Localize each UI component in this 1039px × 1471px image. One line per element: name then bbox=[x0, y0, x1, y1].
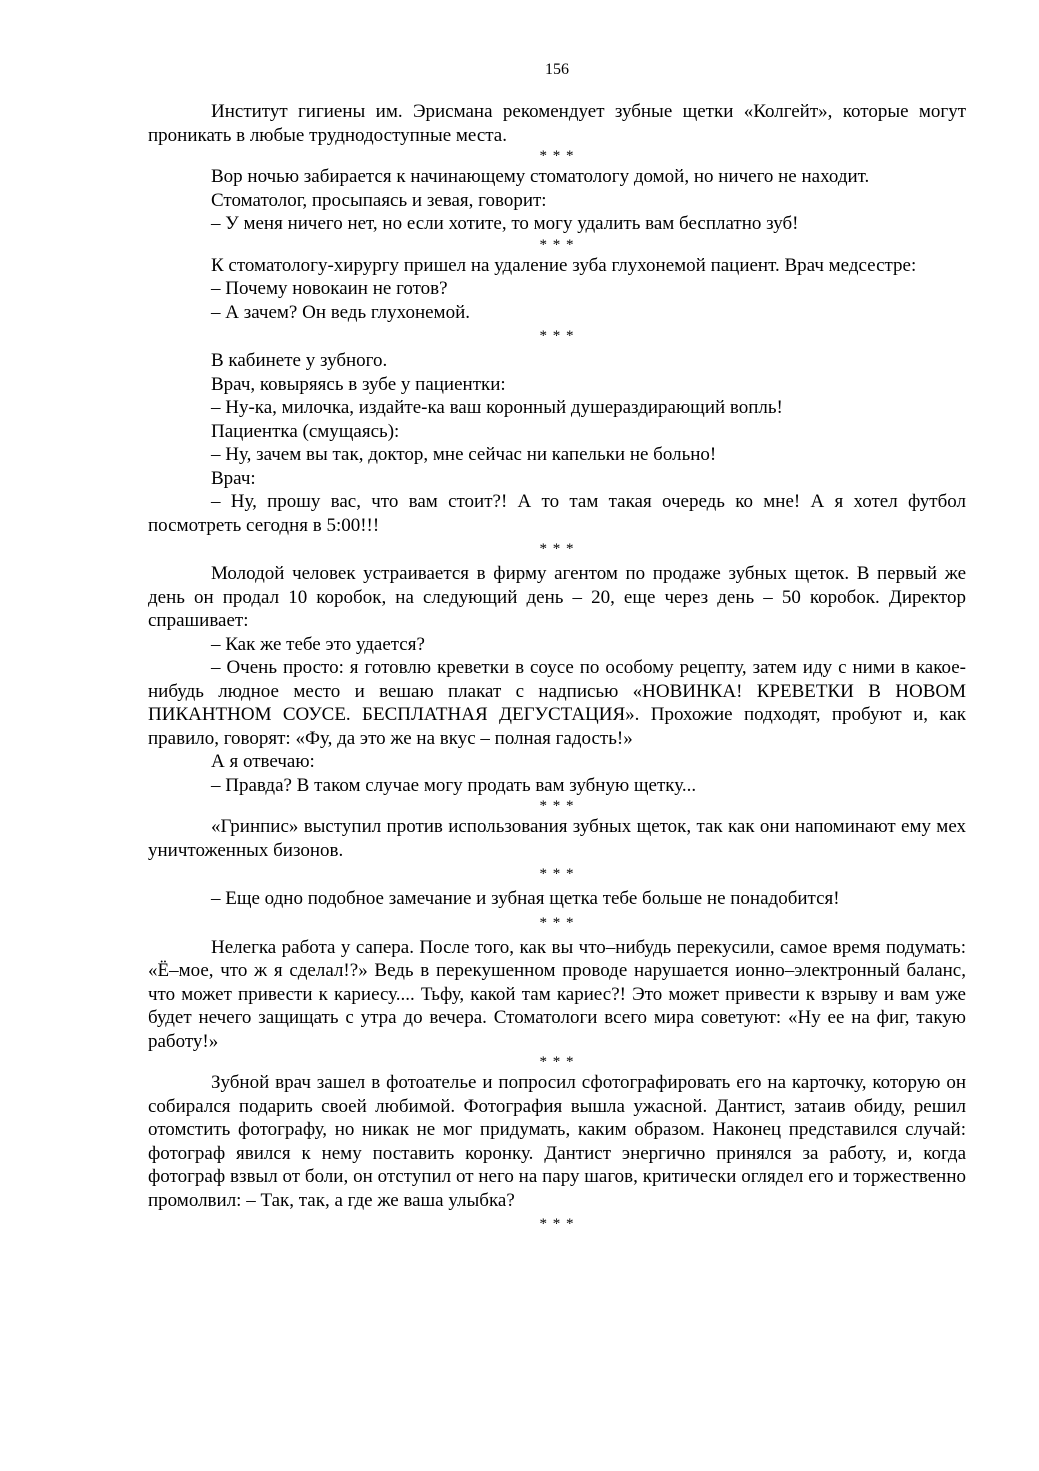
joke-paragraph: – Очень просто: я готовлю креветки в соусе по особому рецепту, затем иду с ними в какое-нибудь людное место и вешаю плакат с надписью «НОВИНКА! КРЕВЕТКИ В НОВОМ ПИКАНТНОМ СОУСЕ. БЕСПЛАТНАЯ ДЕГУСТАЦИЯ». Прохожие подходят, пробуют и, как правило, говорят: «Фу, да это же на вкус – полная гадость!» bbox=[148, 657, 966, 749]
joke-line: – Как же тебе это удается? bbox=[211, 633, 425, 655]
joke-paragraph: Зубной врач зашел в фотоателье и попросил сфотографировать его на карточку, которую он собирался подарить своей любимой. Фотография вышла ужасной. Дантист, затаив обиду, решил отомстить фотографу, но никак не мог придумать, каким образом. Наконец представился случай: фотограф явился к нему поставить коронку. Дантист энергично принялся за работу, и, когда фотограф взвыл от боли, он отступил от него на пару шагов, критически оглядел его и торжественно промолвил: – Так, так, а где же ваша улыбка? bbox=[148, 1072, 966, 1211]
joke-paragraph: Молодой человек устраивается в фирму агентом по продаже зубных щеток. В первый же день он продал 10 коробок, на следующий день – 20, еще через день – 50 коробок. Директор спрашивает: bbox=[148, 563, 966, 631]
joke-line: – Правда? В таком случае могу продать вам зубную щетку... bbox=[211, 774, 697, 796]
joke-block bbox=[148, 936, 966, 1054]
joke-paragraph: «Гринпис» выступил против использования зубных щеток, так как они напоминают ему мех уничтоженных бизонов. bbox=[148, 816, 966, 861]
joke-line: – А зачем? Он ведь глухонемой. bbox=[211, 301, 470, 323]
joke-block bbox=[148, 349, 966, 537]
joke-line: – Ну, зачем вы так, доктор, мне сейчас ни капельки не больно! bbox=[211, 444, 717, 465]
joke-line: Вор ночью забирается к начинающему стоматологу домой, но ничего не находит. bbox=[211, 166, 870, 187]
section-separator: * * * bbox=[539, 236, 575, 253]
joke-block bbox=[148, 1071, 966, 1212]
joke-line: В кабинете у зубного. bbox=[211, 350, 388, 371]
joke-line: – Ну-ка, милочка, издайте-ка ваш коронный душераздирающий вопль! bbox=[211, 397, 783, 418]
section-separator: * * * bbox=[539, 541, 575, 557]
joke-block bbox=[148, 887, 966, 911]
joke-block bbox=[148, 815, 966, 862]
joke-block bbox=[148, 254, 966, 325]
joke-block bbox=[148, 562, 966, 797]
joke-paragraph: К стоматологу-хирургу пришел на удаление зуба глухонемой пациент. Врач медсестре: bbox=[211, 254, 917, 276]
joke-line: Врач, ковыряясь в зубе у пациентки: bbox=[211, 373, 506, 395]
joke-line: Врач: bbox=[211, 467, 256, 489]
joke-line: Пациентка (смущаясь): bbox=[211, 420, 400, 442]
section-separator: * * * bbox=[539, 914, 575, 931]
page-number: 156 bbox=[545, 61, 569, 78]
joke-block bbox=[148, 165, 966, 236]
joke-block bbox=[148, 100, 966, 147]
joke-line: – У меня ничего нет, но если хотите, то могу удалить вам бесплатно зуб! bbox=[211, 213, 799, 234]
section-separator: * * * bbox=[539, 798, 575, 814]
section-separator: * * * bbox=[539, 866, 575, 882]
joke-line: – Почему новокаин не готов? bbox=[211, 278, 448, 299]
joke-line: Стоматолог, просыпаясь и зевая, говорит: bbox=[211, 189, 547, 211]
jokes-content bbox=[148, 100, 966, 1233]
joke-line: – Еще одно подобное замечание и зубная щетка тебе больше не понадобится! bbox=[211, 888, 840, 909]
document-page bbox=[148, 60, 966, 1237]
joke-paragraph: Институт гигиены им. Эрисмана рекомендует зубные щетки «Колгейт», которые могут проникать в любые труднодоступные места. bbox=[148, 101, 966, 146]
section-separator: * * * bbox=[539, 148, 575, 164]
joke-paragraph: Нелегка работа у сапера. После того, как вы что–нибудь перекусили, самое время подумать: «Ё–мое, что ж я сделал!?» Ведь в перекушенном проводе нарушается ионно–электронный баланс, что может привести к кариесу.... Тьфу, какой там кариес?! Это может привести к взрыву и вам уже будет нечего защищать с утра до вечера. Стоматологи всего мира советуют: «Ну ее на фиг, такую работу!» bbox=[148, 936, 966, 1052]
section-separator: * * * bbox=[539, 328, 575, 344]
section-separator: * * * bbox=[539, 1054, 575, 1070]
section-separator: * * * bbox=[539, 1216, 575, 1232]
joke-line: А я отвечаю: bbox=[211, 751, 315, 772]
joke-paragraph: – Ну, прошу вас, что вам стоит?! А то там такая очередь ко мне! А я хотел футбол посмотреть сегодня в 5:00!!! bbox=[148, 491, 966, 536]
